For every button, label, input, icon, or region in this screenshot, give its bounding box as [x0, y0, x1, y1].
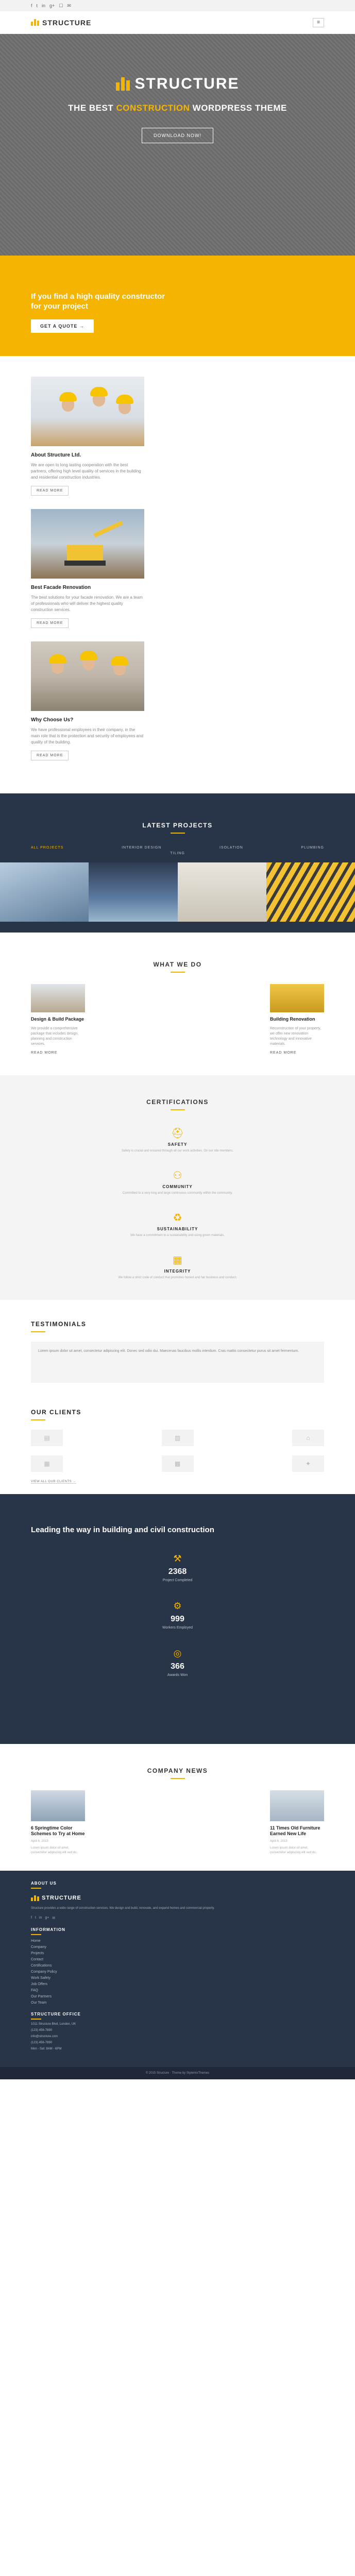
footer-about-title: ABOUT US [31, 1881, 57, 1886]
footer-link[interactable]: Our Team [31, 2001, 47, 2005]
latest-projects [0, 793, 355, 933]
certifications [0, 1075, 355, 1300]
quote-cta [0, 256, 355, 356]
stat-item [31, 1601, 324, 1630]
cert-text: Committed to a very long and large continuous community within the community. [122, 1192, 233, 1195]
hero-brand: STRUCTURE [134, 75, 240, 92]
site-header [0, 11, 355, 34]
cert-item [31, 1255, 324, 1279]
brand-name: STRUCTURE [42, 18, 92, 27]
footer-link[interactable]: Certifications [31, 1964, 52, 1968]
award-icon: ◎ [173, 1648, 182, 1658]
news-card [31, 1790, 85, 1855]
feature-text: We are open to long lasting cooperation with the best partners, offering high level quality of services in the building and residential construction industries. [31, 463, 141, 480]
title-underline [171, 1778, 185, 1779]
news-title[interactable]: 6 Springtime Color Schemes to Try at Home [31, 1825, 85, 1836]
facebook-icon[interactable]: f [31, 3, 32, 8]
cert-text: Safety is crucial and ensured through all our work activities. On our site members. [121, 1149, 234, 1153]
stat-item [31, 1648, 324, 1677]
footer-link[interactable]: Contact [31, 1958, 44, 1961]
footer-description: Structure provides a wide range of construction services. We design and build, renovate, and expand homes and commercial property. [31, 1907, 215, 1910]
stats-heading: Leading the way in building and civil construction [31, 1526, 214, 1534]
engineers-photo [31, 377, 144, 446]
cert-item [31, 1170, 324, 1195]
download-button[interactable]: DOWNLOAD NOW! [142, 128, 213, 143]
integrity-barrier-icon: ▦ [173, 1255, 182, 1266]
stat-number: 999 [171, 1615, 184, 1623]
news-date: April 6, 2015 [270, 1840, 288, 1843]
project-thumbnail[interactable] [266, 862, 355, 922]
cert-title: SUSTAINABILITY [157, 1227, 198, 1231]
read-more-link[interactable]: READ MORE [31, 1051, 58, 1055]
footer-link[interactable]: Company Policy [31, 1970, 57, 1974]
site-footer [0, 1871, 355, 2079]
title-underline [31, 1888, 41, 1889]
stat-label: Project Completed [162, 1579, 193, 1582]
section-title: LATEST PROJECTS [142, 822, 213, 829]
section-title: OUR CLIENTS [31, 1409, 81, 1416]
feature-text: We have professional employees in their company, in the main role that is the protection and security of employees and quality of the building. [31, 727, 143, 744]
client-logo[interactable]: ▩ [162, 1455, 194, 1472]
news-excerpt: Lorem ipsum dolor sit amet, consectetur adipiscing elit sed do. [31, 1846, 78, 1854]
project-thumbnail[interactable] [0, 862, 89, 922]
get-quote-button[interactable]: GET A QUOTE → [31, 319, 94, 333]
google-plus-icon[interactable]: g+ [45, 1916, 49, 1920]
footer-link[interactable]: Company [31, 1945, 46, 1949]
cert-text: We have a commitment to a sustainability and using green materials. [130, 1234, 225, 1237]
testimonial-quote: Lorem ipsum dolor sit amet, consectetur adipiscing elit. Donec sed odio dui. Maecenas faucibus mollis interdum. Cras mattis consectetur purus sit amet fermentum. [31, 1342, 324, 1383]
feature-title[interactable]: Why Choose Us? [31, 717, 74, 723]
tagline-suffix: WORDPRESS THEME [190, 103, 287, 113]
safety-helmet-icon: ⛑ [171, 1128, 184, 1139]
top-bar [0, 0, 355, 11]
news-date: April 6, 2015 [31, 1840, 48, 1843]
twitter-icon[interactable]: t [35, 1916, 36, 1920]
office-phone: (123) 456-7890 [31, 2029, 53, 2032]
service-text: Reconstruction of your property, we offer new renovation technology and innovative materials. [270, 1027, 322, 1046]
community-icon: ⚇ [173, 1170, 182, 1181]
hero-logo [116, 75, 240, 93]
hero-banner [0, 34, 355, 256]
service-photo [31, 984, 85, 1012]
tab-isolation[interactable]: ISOLATION [219, 846, 243, 850]
service-title[interactable]: Design & Build Package [31, 1016, 84, 1022]
cert-title: INTEGRITY [164, 1269, 191, 1274]
news-photo[interactable] [270, 1790, 324, 1821]
news-photo[interactable] [31, 1790, 85, 1821]
service-title[interactable]: Building Renovation [270, 1016, 315, 1022]
service-card [270, 984, 324, 1055]
footer-brand: STRUCTURE [42, 1895, 81, 1901]
features-section [0, 356, 355, 779]
linkedin-icon[interactable]: in [42, 3, 46, 8]
feature-card [31, 377, 144, 496]
facebook-icon[interactable]: f [31, 1916, 32, 1920]
footer-link[interactable]: Job Offers [31, 1982, 48, 1986]
team-photo [31, 641, 144, 711]
project-filter-tabs [0, 846, 355, 855]
view-all-clients-link[interactable]: VIEW ALL OUR CLIENTS → [31, 1480, 76, 1483]
mail-icon[interactable]: ✉ [52, 1917, 56, 1920]
footer-link[interactable]: Our Partners [31, 1995, 52, 1998]
tab-interior-design[interactable]: INTERIOR DESIGN [122, 846, 162, 850]
excavator-photo [31, 509, 144, 579]
hamburger-menu-icon[interactable]: ≡ [313, 18, 324, 27]
section-title: TESTIMONIALS [31, 1320, 87, 1328]
project-thumbnail[interactable] [178, 862, 266, 922]
feature-title[interactable]: Best Facade Renovation [31, 585, 91, 590]
tab-all-projects[interactable]: ALL PROJECTS [31, 846, 64, 850]
cert-title: SAFETY [167, 1142, 188, 1147]
read-more-link[interactable]: READ MORE [270, 1051, 297, 1055]
header-logo[interactable] [31, 19, 91, 27]
instagram-icon[interactable]: ☐ [59, 3, 63, 8]
read-more-button[interactable]: READ MORE [31, 486, 69, 496]
feature-card [31, 509, 144, 628]
testimonials [0, 1300, 355, 1393]
company-news [0, 1744, 355, 1871]
footer-links [31, 1939, 324, 2005]
office-email[interactable]: info@structure.com [31, 2035, 58, 2038]
cta-text: If you find a high quality constructor for your project [31, 292, 165, 311]
logo-bars-icon [31, 19, 39, 26]
cert-text: We follow a strict code of conduct that promotes honest and fair business and conduct. [118, 1276, 237, 1279]
project-thumbnail[interactable] [89, 862, 177, 922]
title-underline [171, 972, 185, 973]
copyright: © 2015 Structure · Theme by StylemixThemes [0, 2067, 355, 2079]
footer-link[interactable]: Work Safety [31, 1976, 50, 1980]
stat-item [31, 1553, 324, 1582]
title-underline [31, 1934, 41, 1935]
google-plus-icon[interactable]: g+ [49, 3, 55, 8]
workers-icon: ⚙ [173, 1601, 182, 1611]
news-excerpt: Lorem ipsum dolor sit amet, consectetur adipiscing elit sed do. [270, 1846, 317, 1854]
tab-tiling[interactable]: TILING [170, 852, 185, 855]
logo-bars-icon [31, 1895, 39, 1901]
tagline-highlight: CONSTRUCTION [116, 103, 190, 113]
office-fax: (123) 456-7890 [31, 2041, 53, 2044]
feature-card [31, 641, 144, 760]
stat-number: 366 [171, 1662, 184, 1671]
section-title: CERTIFICATIONS [146, 1098, 209, 1106]
tagline-prefix: THE BEST [68, 103, 116, 113]
feature-title[interactable]: About Structure Ltd. [31, 452, 81, 458]
our-clients [0, 1393, 355, 1494]
client-logo[interactable]: ▦ [31, 1455, 63, 1472]
office-info [31, 2023, 324, 2050]
service-text: We provide a comprehensive package that includes design, planning and construction services. [31, 1027, 79, 1046]
company-stats [0, 1494, 355, 1744]
title-underline [171, 833, 185, 834]
cert-title: COMMUNITY [162, 1184, 193, 1189]
feature-text: The best solutions for your facade renovation. We are a team of professionals who will deliver the highest quality construction services. [31, 595, 143, 612]
client-logo[interactable]: ✦ [292, 1455, 324, 1472]
cert-item [31, 1128, 324, 1153]
read-more-button[interactable]: READ MORE [31, 618, 69, 628]
excavator-icon: ⚒ [173, 1553, 182, 1564]
cert-item [31, 1212, 324, 1237]
tab-plumbing[interactable]: PLUMBING [301, 846, 324, 850]
sustainability-icon: ♻ [173, 1212, 182, 1224]
footer-logo[interactable] [31, 1895, 324, 1901]
client-logo[interactable]: ▥ [162, 1430, 194, 1446]
stat-label: Awards Won [167, 1673, 188, 1677]
title-underline [171, 1109, 185, 1110]
stat-label: Workers Employed [162, 1626, 193, 1630]
title-underline [31, 1331, 45, 1332]
what-we-do [0, 933, 355, 1075]
office-hours: Mon - Sat: 8AM - 6PM [31, 2047, 62, 2050]
service-card [31, 984, 85, 1055]
logo-bars-icon [116, 77, 130, 91]
client-logo[interactable]: ▤ [31, 1430, 63, 1446]
hero-tagline [68, 103, 287, 113]
twitter-icon[interactable]: t [36, 3, 38, 8]
section-title: COMPANY NEWS [147, 1767, 208, 1774]
read-more-button[interactable]: READ MORE [31, 751, 69, 760]
section-title: WHAT WE DO [153, 961, 202, 968]
footer-social [31, 1916, 324, 1920]
project-gallery [0, 862, 355, 922]
news-card [270, 1790, 324, 1855]
news-title[interactable]: 11 Times Old Furniture Earned New Life [270, 1825, 320, 1836]
mail-icon[interactable]: ✉ [67, 3, 71, 8]
office-address: 1011 Structure Blvd, London, UK [31, 2023, 76, 2026]
title-underline [31, 2019, 41, 2020]
footer-office-title: STRUCTURE OFFICE [31, 2012, 81, 2016]
stat-number: 2368 [168, 1567, 187, 1576]
footer-link[interactable]: FAQ [31, 1989, 39, 1992]
footer-link[interactable]: Projects [31, 1952, 44, 1955]
linkedin-icon[interactable]: in [39, 1916, 42, 1920]
title-underline [31, 1419, 45, 1420]
footer-link[interactable]: Home [31, 1939, 41, 1943]
client-logo[interactable]: ⌂ [292, 1430, 324, 1446]
service-photo [270, 984, 324, 1012]
footer-info-title: INFORMATION [31, 1927, 65, 1932]
